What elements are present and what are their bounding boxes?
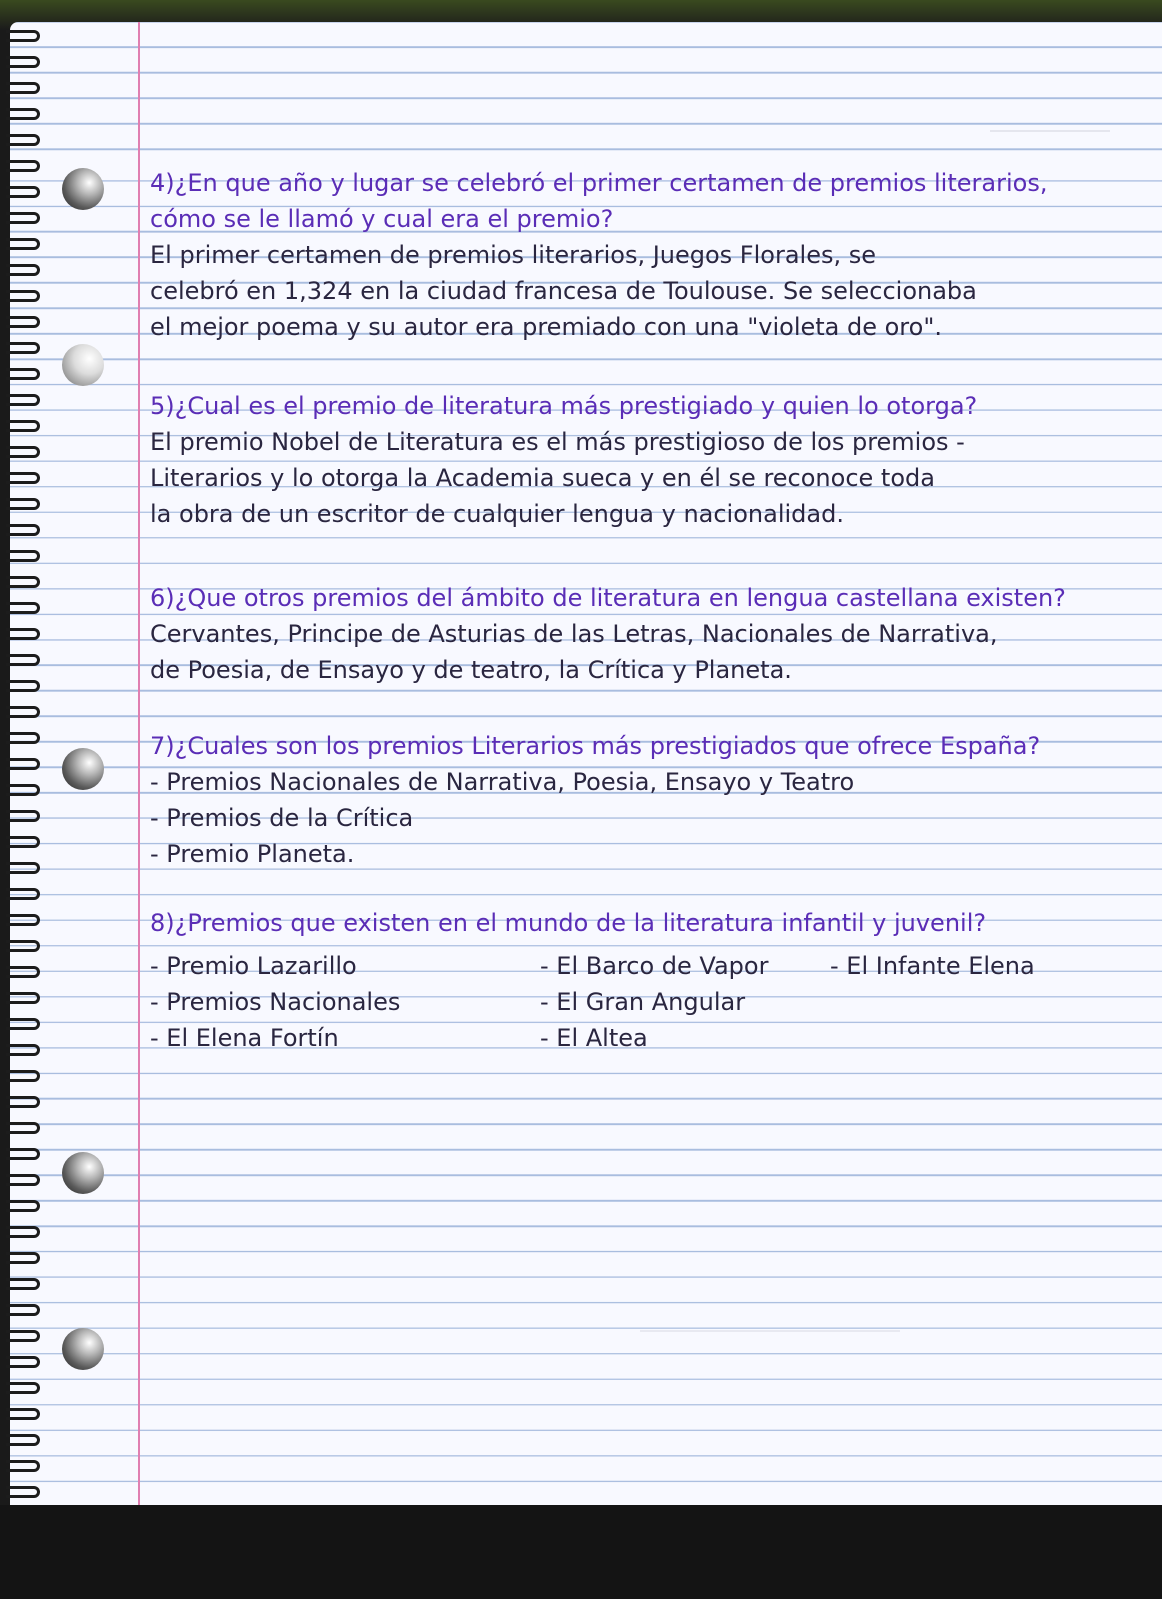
spiral-coil-icon — [6, 160, 40, 172]
question-text: cómo se le llamó y cual era el premio? — [150, 205, 614, 233]
spiral-coil-icon — [6, 810, 40, 822]
spiral-coil-icon — [6, 368, 40, 380]
question-text: 8)¿Premios que existen en el mundo de la literatura infantil y juvenil? — [150, 909, 987, 937]
spiral-coil-icon — [6, 316, 40, 328]
spiral-coil-icon — [6, 1226, 40, 1238]
spiral-coil-icon — [6, 706, 40, 718]
spiral-coil-icon — [6, 472, 40, 484]
spiral-coil-icon — [6, 1122, 40, 1134]
punch-hole-icon — [62, 1152, 104, 1194]
spiral-coil-icon — [6, 1096, 40, 1108]
spiral-coil-icon — [6, 524, 40, 536]
spiral-coil-icon — [6, 290, 40, 302]
question-block-4 — [150, 165, 1122, 345]
answer-text: la obra de un escritor de cualquier lengua y nacionalidad. — [150, 500, 844, 528]
margin-line — [138, 22, 140, 1507]
spiral-coil-icon — [6, 862, 40, 874]
spiral-coil-icon — [6, 1356, 40, 1368]
prize-column — [540, 948, 768, 1056]
spiral-coil-icon — [6, 342, 40, 354]
spiral-coil-icon — [6, 108, 40, 120]
answer-text: - Premio Planeta. — [150, 840, 355, 868]
list-item: - Premios Nacionales — [150, 988, 401, 1016]
spiral-coil-icon — [6, 784, 40, 796]
spiral-coil-icon — [6, 498, 40, 510]
punch-hole-icon — [62, 344, 104, 386]
question-block-8 — [150, 905, 1122, 941]
question-block-6 — [150, 580, 1122, 688]
answer-text: Cervantes, Principe de Asturias de las Letras, Nacionales de Narrativa, — [150, 620, 998, 648]
bleed-through-mark — [640, 1330, 900, 1352]
list-item: - El Gran Angular — [540, 988, 746, 1016]
spiral-coil-icon — [6, 1278, 40, 1290]
answer-text: Literarios y lo otorga la Academia sueca y en él se reconoce toda — [150, 464, 935, 492]
spiral-coil-icon — [6, 394, 40, 406]
spiral-coil-icon — [6, 212, 40, 224]
spiral-coil-icon — [6, 446, 40, 458]
spiral-coil-icon — [6, 1486, 40, 1498]
spiral-coil-icon — [6, 576, 40, 588]
spiral-coil-icon — [6, 134, 40, 146]
spiral-coil-icon — [6, 1408, 40, 1420]
punch-hole-icon — [62, 748, 104, 790]
spiral-coil-icon — [6, 1018, 40, 1030]
prize-column — [830, 948, 1035, 984]
spiral-coil-icon — [6, 550, 40, 562]
list-item: - El Altea — [540, 1024, 648, 1052]
spiral-coil-icon — [6, 82, 40, 94]
spiral-coil-icon — [6, 264, 40, 276]
spiral-coil-icon — [6, 1434, 40, 1446]
spiral-coil-icon — [6, 30, 40, 42]
spiral-coil-icon — [6, 992, 40, 1004]
punch-hole-icon — [62, 1328, 104, 1370]
scan-bottom-edge — [0, 1505, 1162, 1599]
spiral-coil-icon — [6, 680, 40, 692]
spiral-coil-icon — [6, 420, 40, 432]
spiral-coil-icon — [6, 628, 40, 640]
answer-text: celebró en 1,324 en la ciudad francesa de Toulouse. Se seleccionaba — [150, 277, 977, 305]
question-text: 6)¿Que otros premios del ámbito de literatura en lengua castellana existen? — [150, 584, 1066, 612]
question-text: 4)¿En que año y lugar se celebró el primer certamen de premios literarios, — [150, 169, 1048, 197]
spiral-coil-icon — [6, 654, 40, 666]
answer-text: el mejor poema y su autor era premiado con una "violeta de oro". — [150, 313, 942, 341]
spiral-coil-icon — [6, 1070, 40, 1082]
punch-hole-icon — [62, 168, 104, 210]
spiral-coil-icon — [6, 1200, 40, 1212]
list-item: - Premio Lazarillo — [150, 952, 357, 980]
bleed-through-mark — [990, 130, 1110, 152]
answer-text: El premio Nobel de Literatura es el más prestigioso de los premios - — [150, 428, 965, 456]
spiral-coil-icon — [6, 732, 40, 744]
spiral-coil-icon — [6, 186, 40, 198]
spiral-coil-icon — [6, 238, 40, 250]
spiral-coil-icon — [6, 602, 40, 614]
answer-text: de Poesia, de Ensayo y de teatro, la Crítica y Planeta. — [150, 656, 792, 684]
spiral-coil-icon — [6, 1330, 40, 1342]
answer-text: El primer certamen de premios literarios, Juegos Florales, se — [150, 241, 876, 269]
spiral-coil-icon — [6, 1174, 40, 1186]
list-item: - El Infante Elena — [830, 952, 1035, 980]
prize-column — [150, 948, 400, 1056]
list-item: - El Elena Fortín — [150, 1024, 339, 1052]
spiral-coil-icon — [6, 1304, 40, 1316]
question-text: 7)¿Cuales son los premios Literarios más prestigiados que ofrece España? — [150, 732, 1041, 760]
question-block-7 — [150, 728, 1122, 872]
spiral-coil-icon — [6, 1044, 40, 1056]
answer-text: - Premios de la Crítica — [150, 804, 414, 832]
spiral-coil-icon — [6, 940, 40, 952]
spiral-coil-icon — [6, 1148, 40, 1160]
spiral-coil-icon — [6, 1252, 40, 1264]
spiral-coil-icon — [6, 1460, 40, 1472]
spiral-coil-icon — [6, 966, 40, 978]
answer-text: - Premios Nacionales de Narrativa, Poesia, Ensayo y Teatro — [150, 768, 855, 796]
spiral-coil-icon — [6, 758, 40, 770]
list-item: - El Barco de Vapor — [540, 952, 769, 980]
spiral-coil-icon — [6, 1382, 40, 1394]
spiral-coil-icon — [6, 836, 40, 848]
question-block-5 — [150, 388, 1122, 532]
spiral-binding — [0, 30, 60, 1500]
spiral-coil-icon — [6, 914, 40, 926]
question-text: 5)¿Cual es el premio de literatura más prestigiado y quien lo otorga? — [150, 392, 978, 420]
spiral-coil-icon — [6, 56, 40, 68]
spiral-coil-icon — [6, 888, 40, 900]
